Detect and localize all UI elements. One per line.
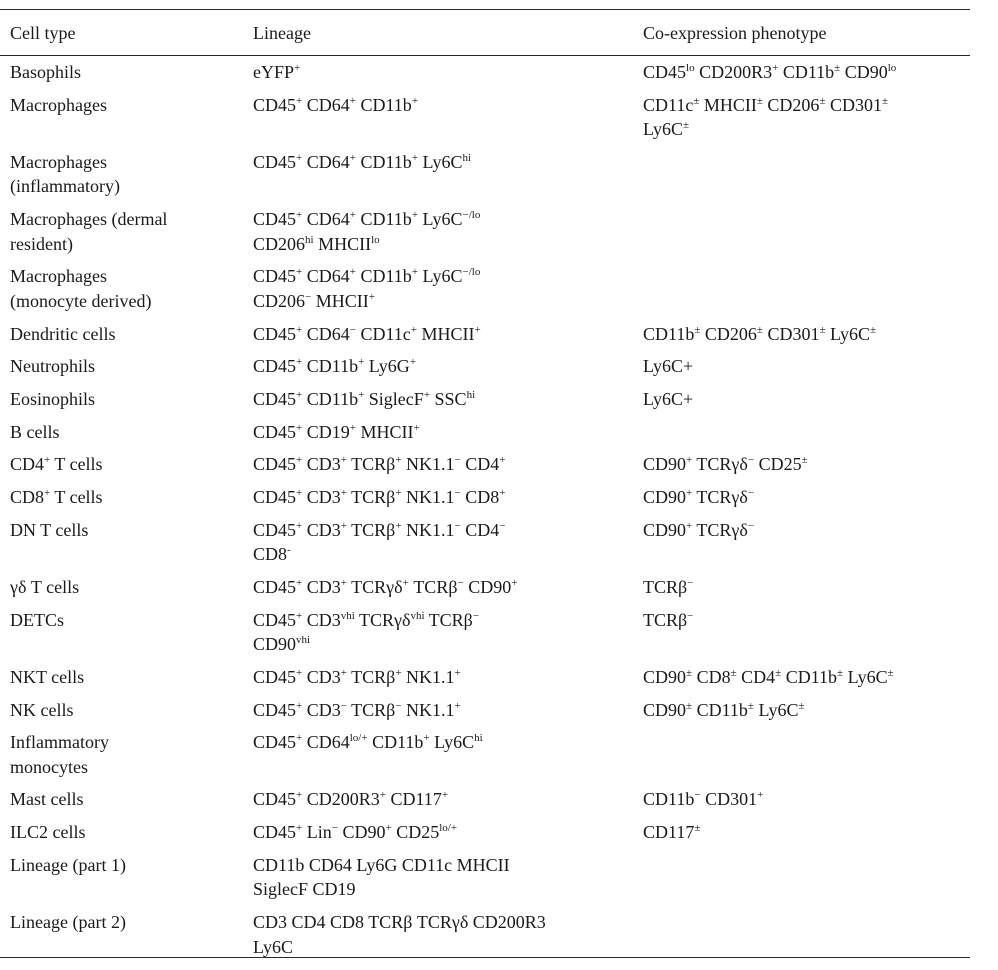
row-2-cell-type: Macrophages [10, 94, 107, 115]
header-lineage: Lineage [253, 23, 311, 43]
row-1-coexpression: $CD45^{lo}$ CD200R3+ CD11b± $CD90^{lo}$ [643, 62, 897, 82]
row-14-cell-type: DETCs [10, 609, 64, 630]
row-7-lineage: CD45+ CD11b+ Ly6G+ [253, 356, 417, 377]
row-18-coexpression: CD11b− CD301+ [643, 789, 764, 810]
row-8-coexpression: Ly6C+ [643, 388, 694, 409]
row-13-lineage: CD45+ CD3+ TCRγδ+ TCRβ− CD90+ [253, 576, 518, 597]
row-15-lineage: CD45+ CD3+ TCRβ+ NK1.1+ [253, 666, 461, 687]
row-4-cell-type: Macrophages (dermal resident) [10, 209, 168, 254]
row-9-cell-type: B cells [10, 421, 60, 442]
row-10-lineage: CD45+ CD3+ TCRβ+ NK1.1− CD4+ [253, 454, 506, 475]
row-19-cell-type: ILC2 cells [10, 822, 86, 843]
row-13-cell-type: γδ T cells [10, 576, 80, 597]
row-12-coexpression: CD90+ TCRγδ− [643, 519, 755, 540]
row-17-cell-type: Inflammatory monocytes [10, 732, 109, 777]
row-10-coexpression: CD90+ TCRγδ− CD25± [643, 454, 808, 475]
row-5-lineage: CD45+ CD64+ CD11b+ $Ly6C^{-/lo}$ CD206− MHCII+ [253, 266, 481, 311]
row-21-lineage: CD3 CD4 CD8 TCRβ TCRγδ CD200R3 Ly6C [253, 912, 546, 957]
row-15-coexpression: CD90± CD8± CD4± CD11b± Ly6C± [643, 666, 894, 687]
row-18-lineage: CD45+ CD200R3+ CD117+ [253, 789, 449, 810]
row-4-lineage: CD45+ CD64+ CD11b+ $Ly6C^{-/lo}$ $CD206^{hi}$ $MHCII^{lo}$ [253, 209, 481, 254]
row-20-lineage: CD11b CD64 Ly6G CD11c MHCII SiglecF CD19 [253, 854, 510, 900]
header-rule [0, 55, 970, 56]
row-8-cell-type: Eosinophils [10, 388, 96, 409]
row-15-cell-type: NKT cells [10, 666, 85, 687]
row-7-cell-type: Neutrophils [10, 356, 95, 377]
bottom-rule [0, 957, 970, 958]
row-11-lineage: CD45+ CD3+ TCRβ+ NK1.1− CD8+ [253, 487, 506, 507]
row-16-coexpression: CD90± CD11b± Ly6C± [643, 699, 805, 720]
row-21-cell-type: Lineage (part 2) [10, 912, 126, 932]
row-6-cell-type: Dendritic cells [10, 323, 116, 344]
row-16-cell-type: NK cells [10, 699, 74, 720]
row-2-lineage: CD45+ CD64+ CD11b+ [253, 94, 419, 115]
row-17-lineage: CD45+ $CD64^{lo/+}$ CD11b+ $Ly6C^{hi}$ [253, 732, 483, 753]
row-8-lineage: CD45+ CD11b+ SiglecF+ $SSC^{hi}$ [253, 388, 476, 409]
row-18-cell-type: Mast cells [10, 789, 84, 810]
row-13-coexpression: TCRβ− [643, 576, 694, 597]
top-rule [0, 9, 970, 10]
row-14-lineage: CD45+ $CD3^{vhi}$ TCRγδ$^{vhi}$ TCRβ− $CD90^{vhi}$ [253, 609, 480, 655]
row-7-coexpression: Ly6C+ [643, 356, 694, 377]
row-5-cell-type: Macrophages (monocyte derived) [10, 266, 152, 311]
row-1-lineage: eYFP+ [253, 62, 301, 82]
row-20-cell-type: Lineage (part 1) [10, 854, 126, 875]
row-10-cell-type: CD4+ T cells [10, 454, 103, 475]
header-coexpression: Co-expression phenotype [643, 23, 827, 43]
row-1-cell-type: Basophils [10, 62, 82, 82]
row-19-lineage: CD45+ Lin− CD90+ $CD25^{lo/+}$ [253, 822, 458, 843]
header-cell-type: Cell type [10, 23, 76, 43]
row-11-cell-type: CD8+ T cells [10, 487, 103, 507]
row-12-cell-type: DN T cells [10, 519, 89, 540]
row-6-coexpression: CD11b± CD206± CD301± Ly6C± [643, 323, 877, 344]
row-12-lineage: CD45+ CD3+ TCRβ+ NK1.1− CD4− CD8- [253, 519, 506, 565]
row-3-cell-type: Macrophages (inflammatory) [10, 151, 120, 197]
row-14-coexpression: TCRβ− [643, 609, 694, 630]
row-6-lineage: CD45+ CD64− CD11c+ MHCII+ [253, 323, 481, 344]
row-3-lineage: CD45+ CD64+ CD11b+ $Ly6C^{hi}$ [253, 151, 472, 172]
row-9-lineage: CD45+ CD19+ MHCII+ [253, 421, 420, 442]
row-11-coexpression: CD90+ TCRγδ− [643, 487, 755, 507]
row-16-lineage: CD45+ CD3− TCRβ− NK1.1+ [253, 699, 461, 720]
row-19-coexpression: CD117± [643, 822, 701, 843]
row-2-coexpression: CD11c± MHCII± CD206± CD301± Ly6C± [643, 94, 889, 140]
